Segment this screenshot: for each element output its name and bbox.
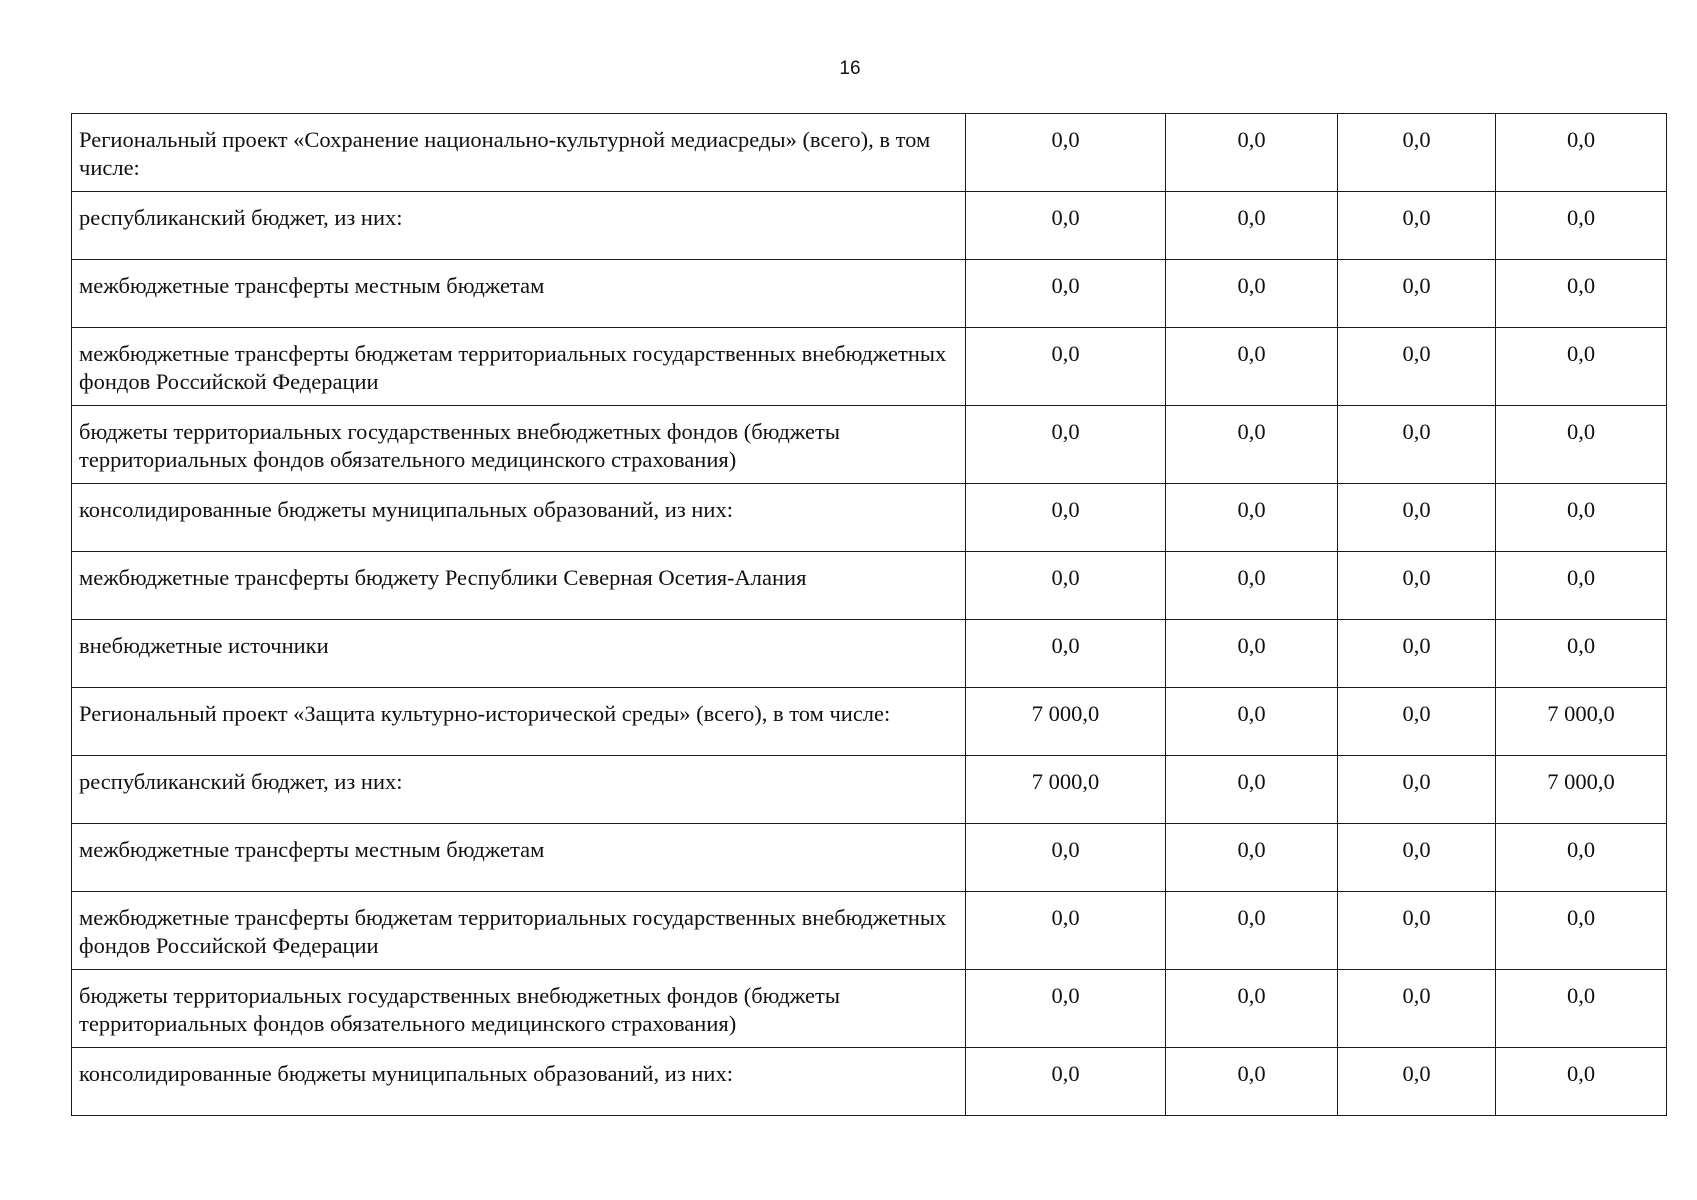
- value-cell: 0,0: [1166, 824, 1338, 892]
- value-cell: 0,0: [1496, 970, 1667, 1048]
- row-label: межбюджетные трансферты бюджетам территориальных государственных внебюджетных фондов Российской Федерации: [72, 328, 966, 406]
- value-cell: 0,0: [1496, 406, 1667, 484]
- value-cell: 0,0: [1496, 484, 1667, 552]
- value-cell: 0,0: [1338, 114, 1496, 192]
- value-cell: 0,0: [966, 970, 1166, 1048]
- row-label: Региональный проект «Сохранение национально-культурной медиасреды» (всего), в том числе:: [72, 114, 966, 192]
- row-label: межбюджетные трансферты местным бюджетам: [72, 824, 966, 892]
- table-row: [72, 192, 1667, 260]
- value-cell: 0,0: [1496, 260, 1667, 328]
- value-cell: 0,0: [1338, 824, 1496, 892]
- row-label: бюджеты территориальных государственных внебюджетных фондов (бюджеты территориальных фондов обязательного медицинского страхования): [72, 970, 966, 1048]
- table-row: [72, 892, 1667, 970]
- budget-table-body: [72, 114, 1667, 1116]
- value-cell: 0,0: [1166, 406, 1338, 484]
- value-cell: 0,0: [966, 824, 1166, 892]
- value-cell: 7 000,0: [1496, 688, 1667, 756]
- table-row: [72, 552, 1667, 620]
- value-cell: 0,0: [1338, 484, 1496, 552]
- value-cell: 7 000,0: [1496, 756, 1667, 824]
- value-cell: 0,0: [1166, 328, 1338, 406]
- table-row: [72, 620, 1667, 688]
- value-cell: 0,0: [966, 406, 1166, 484]
- row-label: консолидированные бюджеты муниципальных образований, из них:: [72, 1048, 966, 1116]
- table-row: [72, 688, 1667, 756]
- row-label: консолидированные бюджеты муниципальных образований, из них:: [72, 484, 966, 552]
- row-label: республиканский бюджет, из них:: [72, 192, 966, 260]
- value-cell: 0,0: [1496, 824, 1667, 892]
- value-cell: 0,0: [1338, 970, 1496, 1048]
- value-cell: 0,0: [1338, 260, 1496, 328]
- value-cell: 0,0: [966, 114, 1166, 192]
- value-cell: 0,0: [1338, 620, 1496, 688]
- value-cell: 0,0: [1338, 552, 1496, 620]
- table-row: [72, 484, 1667, 552]
- value-cell: 0,0: [1166, 260, 1338, 328]
- value-cell: 0,0: [1496, 552, 1667, 620]
- table-row: [72, 406, 1667, 484]
- row-label: межбюджетные трансферты бюджету Республики Северная Осетия-Алания: [72, 552, 966, 620]
- row-label: республиканский бюджет, из них:: [72, 756, 966, 824]
- value-cell: 0,0: [1338, 1048, 1496, 1116]
- value-cell: 0,0: [1166, 688, 1338, 756]
- row-label: бюджеты территориальных государственных внебюджетных фондов (бюджеты территориальных фондов обязательного медицинского страхования): [72, 406, 966, 484]
- table-row: [72, 970, 1667, 1048]
- value-cell: 0,0: [1496, 114, 1667, 192]
- row-label: межбюджетные трансферты местным бюджетам: [72, 260, 966, 328]
- budget-table: [71, 113, 1667, 1116]
- value-cell: 0,0: [1338, 892, 1496, 970]
- value-cell: 0,0: [1338, 192, 1496, 260]
- value-cell: 0,0: [966, 892, 1166, 970]
- value-cell: 0,0: [1166, 484, 1338, 552]
- value-cell: 0,0: [1166, 552, 1338, 620]
- value-cell: 7 000,0: [966, 756, 1166, 824]
- value-cell: 0,0: [1166, 756, 1338, 824]
- table-row: [72, 114, 1667, 192]
- row-label: Региональный проект «Защита культурно-исторической среды» (всего), в том числе:: [72, 688, 966, 756]
- value-cell: 0,0: [1496, 892, 1667, 970]
- value-cell: 0,0: [966, 1048, 1166, 1116]
- table-row: [72, 260, 1667, 328]
- value-cell: 0,0: [966, 328, 1166, 406]
- table-row: [72, 756, 1667, 824]
- value-cell: 0,0: [1496, 620, 1667, 688]
- value-cell: 0,0: [1496, 328, 1667, 406]
- value-cell: 0,0: [1338, 406, 1496, 484]
- table-row: [72, 824, 1667, 892]
- value-cell: 0,0: [1496, 1048, 1667, 1116]
- page-number: 16: [839, 58, 861, 79]
- value-cell: 0,0: [1166, 192, 1338, 260]
- value-cell: 0,0: [966, 620, 1166, 688]
- value-cell: 0,0: [1496, 192, 1667, 260]
- value-cell: 0,0: [1166, 114, 1338, 192]
- value-cell: 0,0: [966, 260, 1166, 328]
- value-cell: 0,0: [966, 192, 1166, 260]
- row-label: межбюджетные трансферты бюджетам территориальных государственных внебюджетных фондов Российской Федерации: [72, 892, 966, 970]
- value-cell: 0,0: [1166, 620, 1338, 688]
- row-label: внебюджетные источники: [72, 620, 966, 688]
- value-cell: 0,0: [1166, 892, 1338, 970]
- value-cell: 0,0: [966, 484, 1166, 552]
- value-cell: 0,0: [1166, 1048, 1338, 1116]
- value-cell: 0,0: [966, 552, 1166, 620]
- value-cell: 7 000,0: [966, 688, 1166, 756]
- value-cell: 0,0: [1338, 756, 1496, 824]
- value-cell: 0,0: [1338, 688, 1496, 756]
- value-cell: 0,0: [1338, 328, 1496, 406]
- table-row: [72, 1048, 1667, 1116]
- table-row: [72, 328, 1667, 406]
- value-cell: 0,0: [1166, 970, 1338, 1048]
